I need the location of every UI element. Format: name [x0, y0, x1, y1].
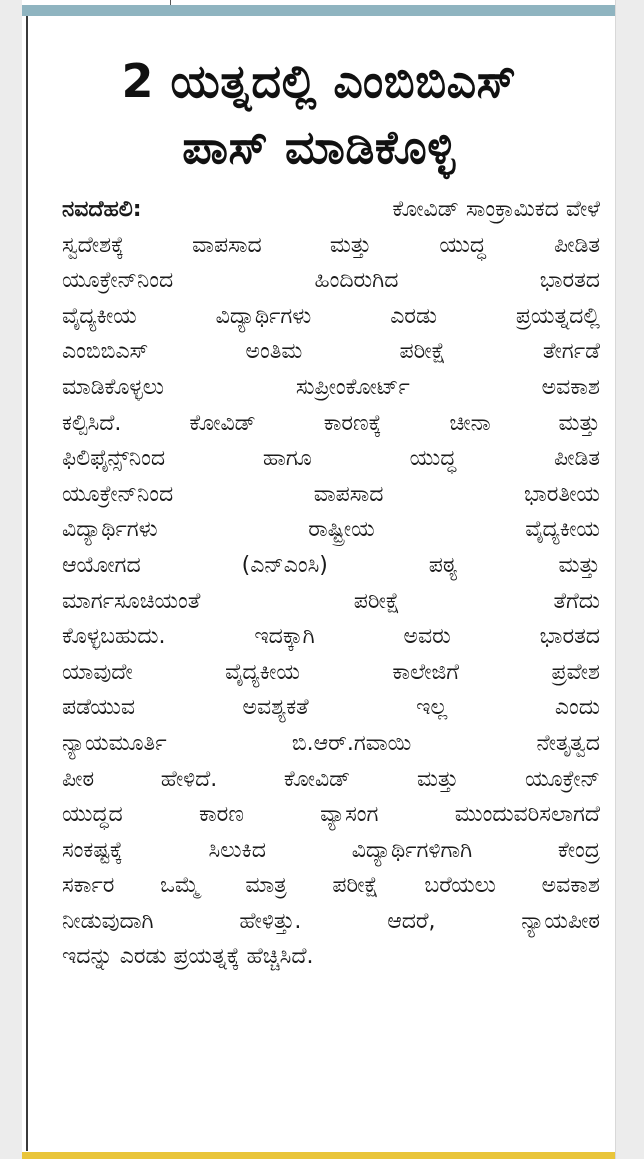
- headline-line-1: 2 ಯತ್ನದಲ್ಲಿ ಎಂಬಿಬಿಎಸ್: [121, 54, 517, 108]
- article-word: ಮಾತ್ರ: [245, 873, 287, 899]
- article-word: ಸ್ವದೇಶಕ್ಕೆ: [62, 232, 124, 258]
- article-word: ಹಿಂದಿರುಗಿದ: [314, 268, 399, 294]
- article-line: [62, 690, 600, 726]
- article-word: ಕಾಲೇಜಿಗೆ: [392, 659, 460, 685]
- article-line: [62, 762, 600, 798]
- article-line: [62, 477, 600, 513]
- article-word: ಪ್ರಯತ್ನದಲ್ಲಿ: [515, 303, 600, 329]
- article-word: ಮತ್ತು: [416, 766, 459, 792]
- article-line: [62, 192, 600, 228]
- article-line: [62, 655, 600, 691]
- article-word: ವಿದ್ಯಾರ್ಥಿಗಳು: [62, 517, 158, 543]
- article-word: ವಾಪಸಾದ: [192, 232, 262, 258]
- article-line-text: ಕೋವಿಡ್ ಸಾಂಕ್ರಾಮಿಕದ ವೇಳೆ: [392, 197, 600, 222]
- article-word: ಭಾರತದ: [539, 268, 600, 294]
- article-word: ಇಲ್ಲ: [416, 695, 448, 721]
- news-clipping: [22, 0, 616, 1159]
- article-word: ಯೂಕ್ರೇನ್‌ನಿಂದ: [62, 268, 174, 294]
- bottom-accent-bar: [22, 1152, 615, 1159]
- article-word: ಕಲ್ಪಿಸಿದೆ.: [62, 410, 122, 436]
- article-word: (ಎನ್‌ಎಂಸಿ): [241, 552, 328, 578]
- article-word: ವಿದ್ಯಾರ್ಥಿಗಳಿಗಾಗಿ: [351, 837, 473, 863]
- article-line: [62, 868, 600, 904]
- article-word: ತೇರ್ಗಡೆ: [542, 339, 600, 365]
- article-word: ಯೂಕ್ರೇನ್: [525, 766, 600, 792]
- article-word: ನೇತೃತ್ವದ: [536, 730, 600, 756]
- article-word: ಯೂಕ್ರೇನ್‌ನಿಂದ: [62, 481, 174, 507]
- article-word: ಒಮ್ಮೆ: [160, 873, 200, 899]
- article-word: ಎರಡು: [390, 303, 437, 329]
- article-word: ಬರೆಯಲು: [424, 873, 496, 899]
- article-word: ಕೊಳ್ಳಬಹುದು.: [62, 624, 166, 650]
- article-line: [62, 726, 600, 762]
- article-word: ಪರೀಕ್ಷೆ: [353, 588, 401, 614]
- article-word: ವೈದ್ಯಕೀಯ: [525, 517, 600, 543]
- article-body: [62, 192, 600, 975]
- article-word: ಕೋವಿಡ್: [283, 766, 351, 792]
- article-word: ವೈದ್ಯಕೀಯ: [225, 659, 300, 685]
- article-word: ವೈದ್ಯಕೀಯ: [62, 303, 137, 329]
- article-line: ಇದನ್ನು ಎರಡು ಪ್ರಯತ್ನಕ್ಕೆ ಹೆಚ್ಚಿಸಿದೆ.: [62, 944, 314, 970]
- article-line: [62, 619, 600, 655]
- article-word: ಮುಂದುವರಿಸಲಾಗದೆ: [454, 802, 600, 828]
- article-line: [62, 797, 600, 833]
- headline-line-2: ಪಾಸ್ ಮಾಡಿಕೊಳ್ಳಿ: [182, 120, 456, 174]
- article-word: ಪೀಡಿತ: [554, 446, 600, 472]
- article-word: ಬಿ.ಆರ್.ಗವಾಯಿ: [291, 730, 412, 756]
- left-column-rule: [26, 16, 28, 1151]
- article-word: ವಿದ್ಯಾರ್ಥಿಗಳು: [215, 303, 312, 329]
- article-line: [62, 904, 600, 940]
- article-word: ತೆಗೆದು: [553, 588, 600, 614]
- article-word: ಯುದ್ಧ: [439, 232, 486, 258]
- article-word: ಭಾರತದ: [539, 624, 600, 650]
- article-line: [62, 512, 600, 548]
- article-word: ನ್ಯಾಯಮೂರ್ತಿ: [62, 730, 167, 756]
- article-word: ಇದಕ್ಕಾಗಿ: [254, 624, 315, 650]
- article-word: ಭಾರತೀಯ: [523, 481, 600, 507]
- article-word: ಯುದ್ಧ: [409, 446, 457, 472]
- article-word: ಅವರು: [403, 624, 451, 650]
- article-word: ಸಂಕಷ್ಟಕ್ಕೆ: [62, 837, 123, 863]
- article-word: ಚೀನಾ: [449, 410, 491, 436]
- article-line: [62, 263, 600, 299]
- article-word: ಪಡೆಯುವ: [62, 695, 135, 721]
- article-word: ಸರ್ಕಾರ: [62, 873, 115, 899]
- article-line: [62, 370, 600, 406]
- article-word: ಆಯೋಗದ: [62, 552, 141, 578]
- article-word: ಪರೀಕ್ಷೆ: [399, 339, 446, 365]
- article-word: ನೀಡುವುದಾಗಿ: [62, 908, 154, 934]
- article-word: ಎಂದು: [554, 695, 600, 721]
- article-word: ಕಾರಣಕ್ಕೆ: [323, 410, 382, 436]
- article-word: ಮತ್ತು: [329, 232, 372, 258]
- article-word: ಅವಕಾಶ: [541, 873, 600, 899]
- article-word: ಅಂತಿಮ: [245, 339, 303, 365]
- article-word: ಹಾಗೂ: [262, 446, 312, 472]
- article-word: ಸಿಲುಕಿದ: [208, 837, 266, 863]
- article-word: ಯುದ್ಧದ: [62, 802, 123, 828]
- article-word: ನ್ಯಾಯಪೀಠ: [521, 908, 600, 934]
- article-word: ಪೀಡಿತ: [554, 232, 600, 258]
- article-word: ಯಾವುದೇ: [62, 659, 133, 685]
- article-word: ಪೀಠ: [62, 766, 95, 792]
- article-word: ಪ್ರವೇಶ: [551, 659, 600, 685]
- article-line: [62, 833, 600, 869]
- article-word: ಆದರೆ,: [387, 908, 436, 934]
- article-word: ವಾಪಸಾದ: [313, 481, 384, 507]
- article-word: ಕೇಂದ್ರ: [557, 837, 600, 863]
- headline: [34, 48, 604, 180]
- article-line: [62, 584, 600, 620]
- top-accent-bar: [22, 5, 615, 16]
- dateline: ನವದೆಹಲಿ:: [62, 197, 142, 222]
- article-word: ರಾಷ್ಟ್ರೀಯ: [308, 517, 375, 543]
- article-word: ಅವಕಾಶ: [541, 374, 600, 400]
- article-word: ಮಾರ್ಗಸೂಚಿಯಂತೆ: [62, 588, 201, 614]
- article-word: ಪರೀಕ್ಷೆ: [332, 873, 379, 899]
- article-word: ವ್ಯಾಸಂಗ: [320, 802, 379, 828]
- article-word: ಎಂಬಿಬಿಎಸ್: [62, 339, 149, 365]
- article-word: ಅವಶ್ಯಕತೆ: [242, 695, 309, 721]
- article-word: ಹೇಳಿದೆ.: [160, 766, 218, 792]
- article-line: [62, 299, 600, 335]
- article-line: [62, 228, 600, 264]
- article-word: ಮತ್ತು: [558, 410, 600, 436]
- article-line: [62, 334, 600, 370]
- article-word: ಕಾರಣ: [199, 802, 244, 828]
- article-word: ಫಿಲಿಫೈನ್ಸ್‌ನಿಂದ: [62, 446, 166, 472]
- article-word: ಕೋವಿಡ್: [189, 410, 256, 436]
- article-word: ಮತ್ತು: [558, 552, 600, 578]
- article-line: [62, 406, 600, 442]
- article-line: [62, 548, 600, 584]
- article-word: ಪಠ್ಯ: [428, 552, 458, 578]
- article-word: ಸುಪ್ರೀಂಕೋರ್ಟ್: [295, 374, 410, 400]
- article-word: ಮಾಡಿಕೊಳ್ಳಲು: [62, 374, 164, 400]
- article-line: [62, 441, 600, 477]
- article-word: ಹೇಳಿತ್ತು.: [239, 908, 302, 934]
